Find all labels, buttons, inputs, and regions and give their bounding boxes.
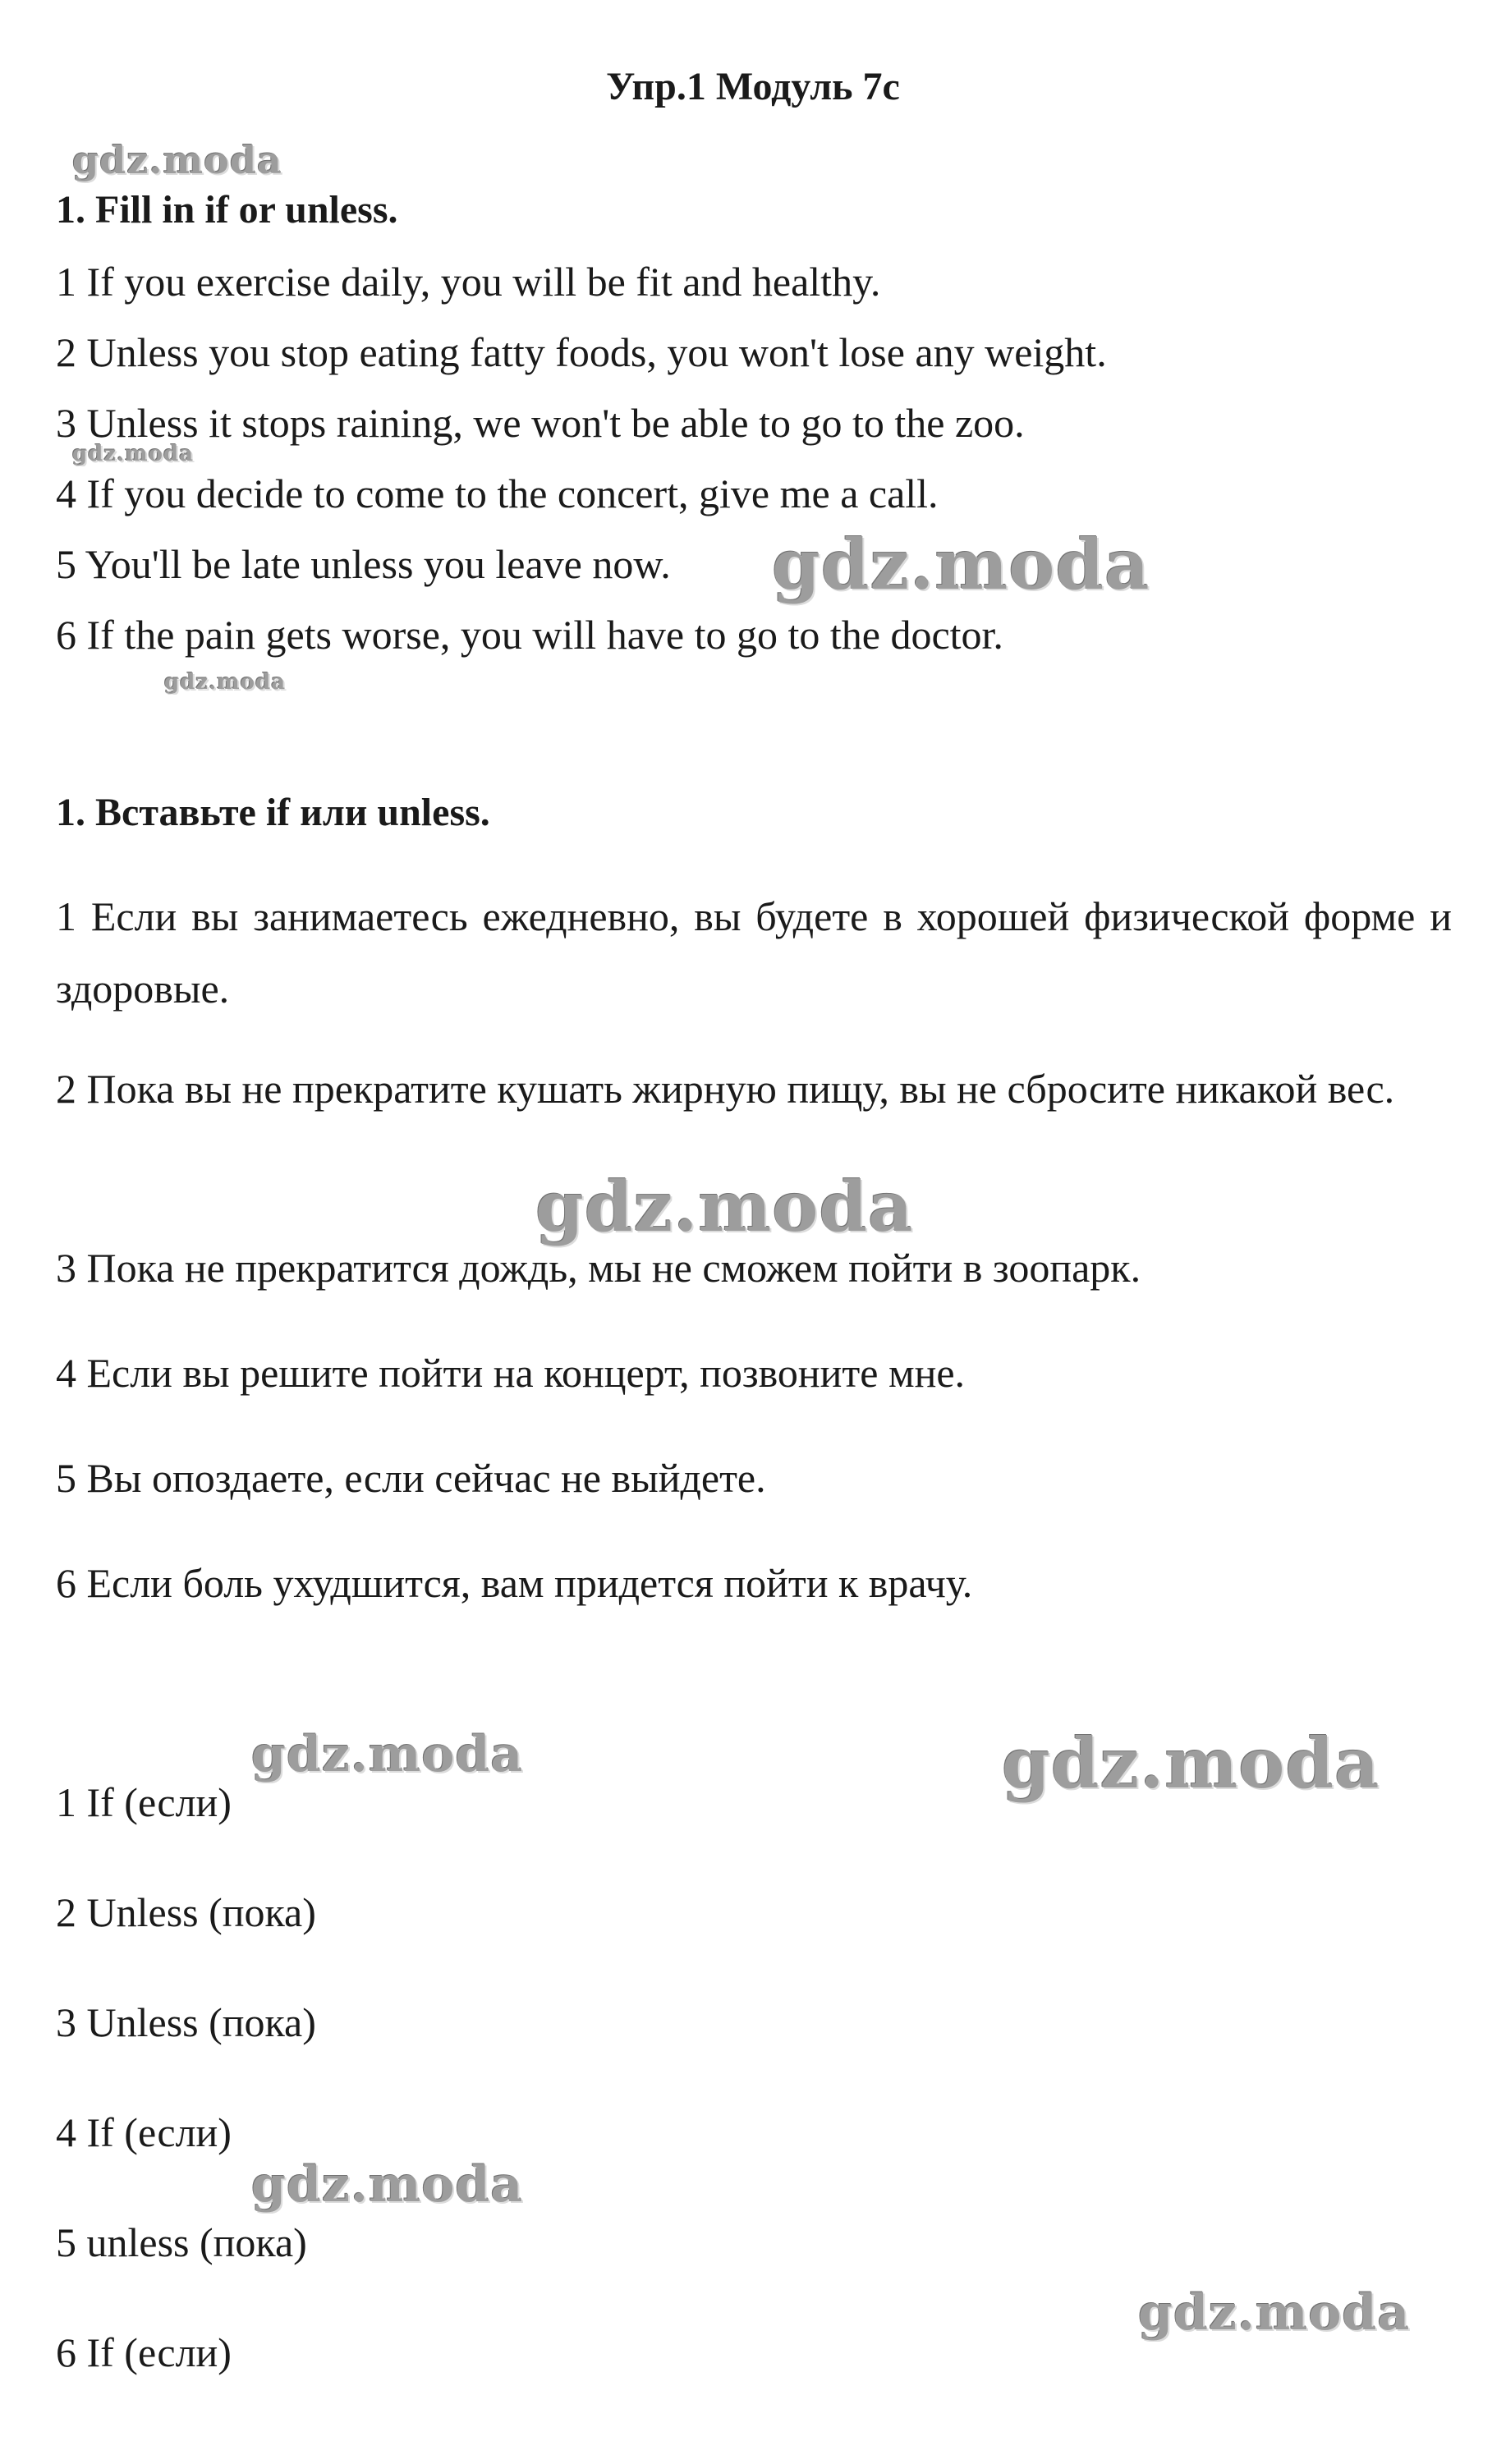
russian-item: 3 Пока не прекратится дождь, мы не сможем пойти в зоопарк. (56, 1245, 1141, 1291)
answer-item: 3 Unless (пока) (56, 1999, 316, 2045)
russian-heading: 1. Вставьте if или unless. (56, 791, 490, 834)
watermark: gdz.moda (1002, 1723, 1380, 1804)
watermark: gdz.moda (72, 442, 195, 466)
english-heading: 1. Fill in if or unless. (56, 188, 398, 232)
answer-item: 5 unless (пока) (56, 2219, 307, 2265)
watermark: gdz.moda (164, 670, 287, 695)
english-item: 1 If you exercise daily, you will be fit and healthy. (56, 259, 881, 305)
english-item: 2 Unless you stop eating fatty foods, you won't lose any weight. (56, 329, 1107, 375)
watermark: gdz.moda (251, 1726, 524, 1783)
russian-item: 2 Пока вы не прекратите кушать жирную пищу, вы не сбросите никакой вес. (56, 1066, 1395, 1112)
watermark: gdz.moda (251, 2156, 524, 2214)
answer-item: 4 If (если) (56, 2109, 232, 2155)
english-item: 4 If you decide to come to the concert, give me a call. (56, 470, 939, 516)
watermark: gdz.moda (1138, 2284, 1411, 2342)
russian-item: 5 Вы опоздаете, если сейчас не выйдете. (56, 1455, 766, 1501)
russian-item: 1 Если вы занимаетесь ежедневно, вы будете в хорошей физической форме и здоровые. (56, 893, 1452, 1012)
page-title: Упр.1 Модуль 7с (606, 65, 900, 108)
russian-item: 6 Если боль ухудшится, вам придется пойти к врачу. (56, 1560, 973, 1606)
watermark: gdz.moda (535, 1166, 914, 1247)
answer-item: 1 If (если) (56, 1779, 232, 1825)
english-item: 6 If the pain gets worse, you will have to go to the doctor. (56, 612, 1003, 658)
watermark: gdz.moda (772, 524, 1150, 605)
watermark: gdz.moda (72, 138, 282, 182)
english-item: 5 You'll be late unless you leave now. (56, 541, 671, 587)
english-item: 3 Unless it stops raining, we won't be able to go to the zoo. (56, 400, 1025, 446)
answer-item: 6 If (если) (56, 2329, 232, 2375)
answer-item: 2 Unless (пока) (56, 1889, 316, 1935)
russian-item: 4 Если вы решите пойти на концерт, позвоните мне. (56, 1350, 966, 1396)
